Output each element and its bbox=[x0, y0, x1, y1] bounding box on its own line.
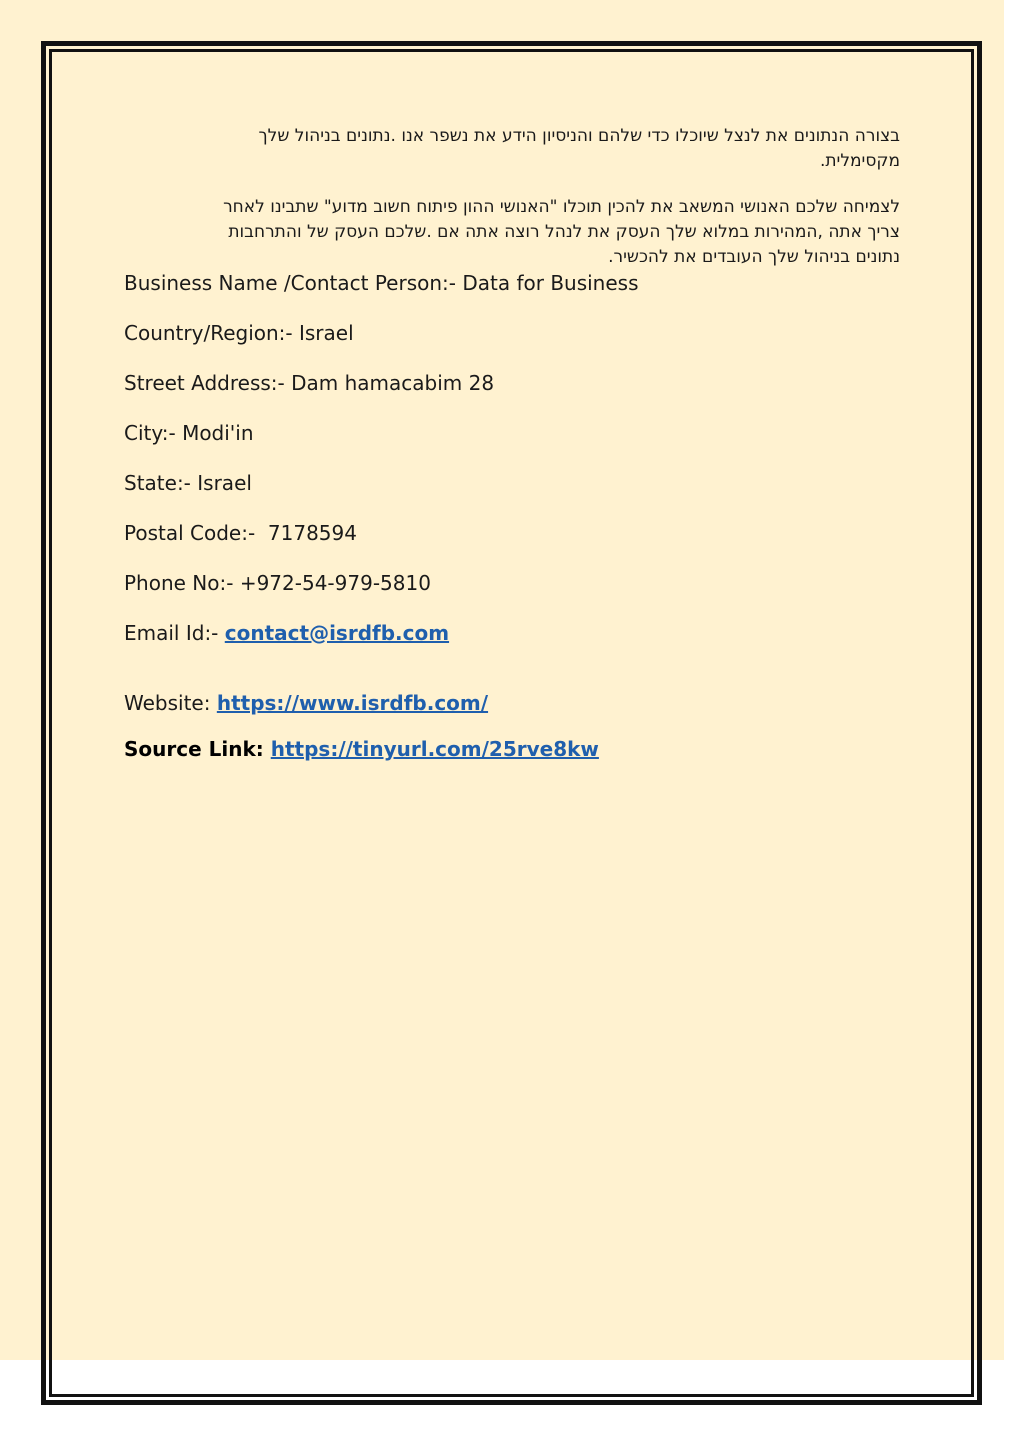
hebrew-line: צריך אתה ,המהירות במלוא שלך העסק את לנהל רוצה אתה אם .שלכם העסק של והתרחבות bbox=[228, 222, 900, 242]
source-link-label: Source Link: bbox=[124, 737, 271, 761]
hebrew-line: לצמיחה שלכם האנושי המשאב את להכין תוכלו "האנושי ההון פיתוח חשוב מדוע" שתבינו לאחר bbox=[223, 197, 900, 217]
street-address-row bbox=[124, 370, 900, 396]
email-row bbox=[124, 620, 900, 646]
country-label: Country/Region:- bbox=[124, 321, 299, 345]
city-value: Modi'in bbox=[182, 421, 254, 445]
business-name-row bbox=[124, 270, 900, 296]
business-name-label: Business Name /Contact Person:- bbox=[124, 271, 463, 295]
hebrew-line: נתונים בניהול שלך העובדים את להכשיר. bbox=[608, 247, 900, 267]
website-row bbox=[124, 690, 900, 716]
business-name-value: Data for Business bbox=[462, 271, 639, 295]
postal-code-value: 7178594 bbox=[267, 521, 357, 545]
hebrew-line: בצורה הנתונים את לנצל שיוכלו כדי שלהם והניסיון הידע את נשפר אנו .נתונים בניהול שלך bbox=[258, 126, 900, 146]
document-body bbox=[124, 124, 900, 786]
street-address-value: Dam hamacabim 28 bbox=[291, 371, 495, 395]
phone-label: Phone No:- bbox=[124, 571, 240, 595]
website-link[interactable]: https://www.isrdfb.com/ bbox=[216, 691, 489, 715]
country-row bbox=[124, 320, 900, 346]
state-value: Israel bbox=[197, 471, 252, 495]
country-value: Israel bbox=[298, 321, 354, 345]
phone-value: +972-54-979-5810 bbox=[239, 571, 431, 595]
hebrew-paragraph-1 bbox=[124, 124, 900, 174]
postal-code-label: Postal Code:- bbox=[124, 521, 268, 545]
email-link[interactable]: contact@isrdfb.com bbox=[224, 621, 450, 645]
source-link-row bbox=[124, 736, 900, 762]
phone-row bbox=[124, 570, 900, 596]
source-link[interactable]: https://tinyurl.com/25rve8kw bbox=[270, 737, 599, 761]
hebrew-paragraph-2 bbox=[124, 195, 900, 270]
hebrew-line: מקסימלית. bbox=[819, 151, 900, 171]
city-row bbox=[124, 420, 900, 446]
email-label: Email Id:- bbox=[124, 621, 225, 645]
city-label: City:- bbox=[124, 421, 183, 445]
postal-code-row bbox=[124, 520, 900, 546]
street-address-label: Street Address:- bbox=[124, 371, 292, 395]
state-row bbox=[124, 470, 900, 496]
website-label: Website: bbox=[124, 691, 217, 715]
state-label: State:- bbox=[124, 471, 198, 495]
